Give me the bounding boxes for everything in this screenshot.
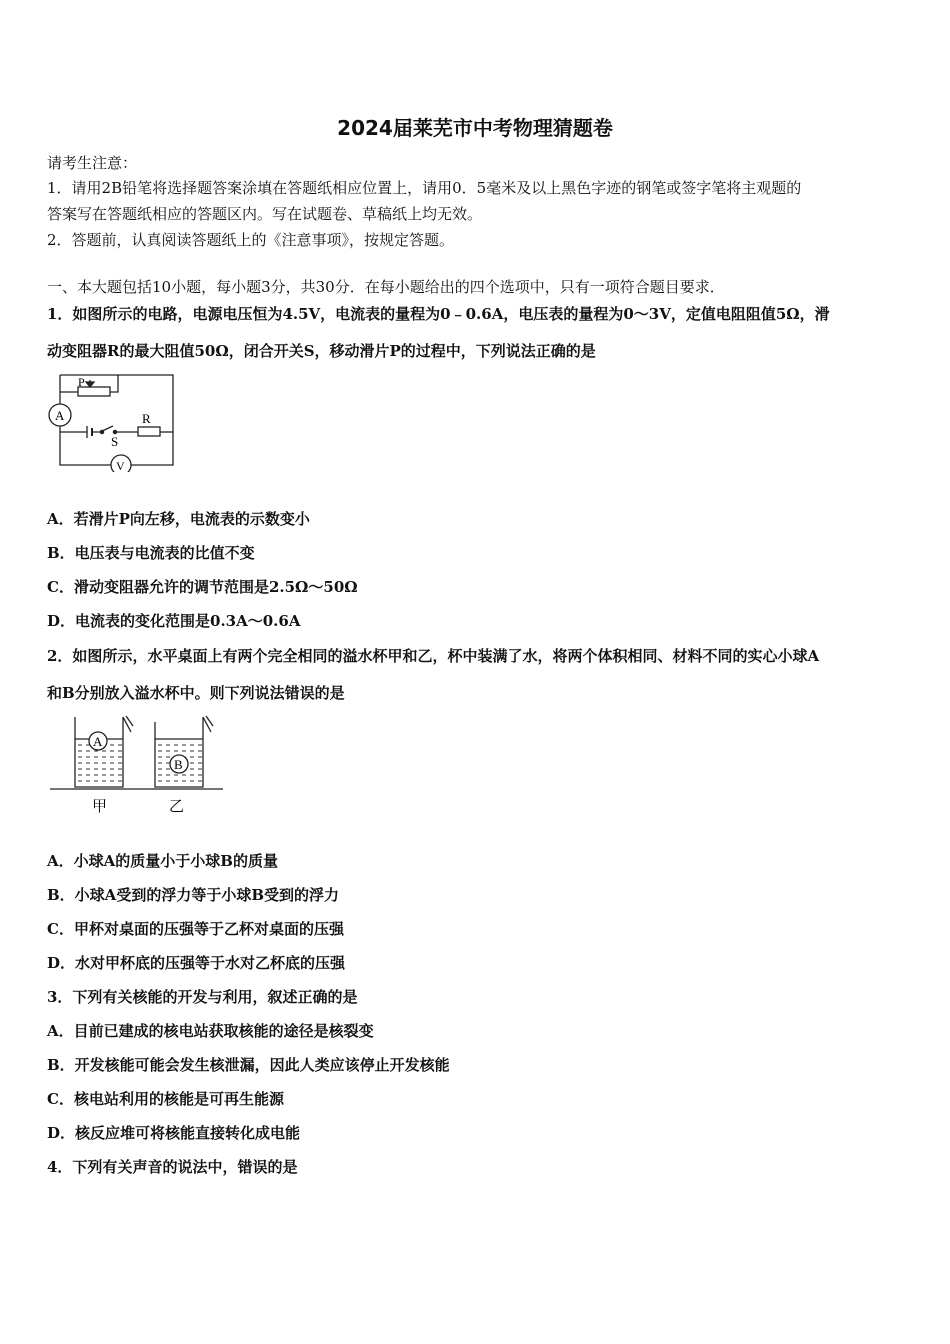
option: A．若滑片P向左移，电流表的示数变小 [47,510,310,528]
notice-heading: 请考生注意： [47,154,138,172]
cup-label-jia: 甲 [92,799,108,815]
option: B．开发核能可能会发生核泄漏，因此人类应该停止开发核能 [47,1056,450,1074]
option: D．水对甲杯底的压强等于水对乙杯底的压强 [47,954,346,972]
ball-a-label: A [93,734,103,749]
section-heading: 一、本大题包括10小题，每小题3分，共30分．在每小题给出的四个选项中，只有一项符合题目要求． [47,278,725,296]
notice-line: 答案写在答题纸相应的答题区内。写在试题卷、草稿纸上均无效。 [47,205,483,223]
option: A．目前已建成的核电站获取核能的途径是核裂变 [47,1022,374,1040]
question-stem: 动变阻器R的最大阻值50Ω，闭合开关S，移动滑片P的过程中，下列说法正确的是 [47,342,596,360]
question-stem: 4．下列有关声音的说法中，错误的是 [47,1158,298,1176]
option: D．电流表的变化范围是0.3A～0.6A [47,612,301,630]
cup-label-yi: 乙 [169,799,185,815]
overflow-cups-diagram [45,712,230,817]
option: C．甲杯对桌面的压强等于乙杯对桌面的压强 [47,920,344,938]
question-stem: 3．下列有关核能的开发与利用，叙述正确的是 [47,988,358,1006]
notice-line: 2．答题前，认真阅读答题纸上的《注意事项》，按规定答题。 [47,231,455,249]
circuit-label-r: R [142,411,151,426]
option: A．小球A的质量小于小球B的质量 [47,852,278,870]
option: C．核电站利用的核能是可再生能源 [47,1090,284,1108]
page-title: 2024届莱芜市中考物理猜题卷 [337,116,613,140]
ball-b-label: B [174,757,183,772]
option: B．小球A受到的浮力等于小球B受到的浮力 [47,886,339,904]
circuit-label-a: A [55,408,65,423]
question-stem: 2．如图所示，水平桌面上有两个完全相同的溢水杯甲和乙，杯中装满了水，将两个体积相同、材料不同的实心小球A [47,647,820,665]
circuit-label-p: P [78,375,85,389]
option: D．核反应堆可将核能直接转化成电能 [47,1124,301,1142]
option: C．滑动变阻器允许的调节范围是2.5Ω～50Ω [47,578,358,596]
option: B．电压表与电流表的比值不变 [47,544,255,562]
circuit-diagram [42,372,182,472]
notice-line: 1．请用2B铅笔将选择题答案涂填在答题纸相应位置上，请用0．5毫米及以上黑色字迹的钢笔或签字笔将主观题的 [47,179,802,197]
question-stem: 和B分别放入溢水杯中。则下列说法错误的是 [47,684,345,702]
circuit-label-v: V [116,459,125,472]
question-stem: 1．如图所示的电路，电源电压恒为4.5V，电流表的量程为0﹣0.6A，电压表的量程为0～3V，定值电阻阻值5Ω，滑 [47,305,830,323]
circuit-label-s: S [111,434,119,449]
